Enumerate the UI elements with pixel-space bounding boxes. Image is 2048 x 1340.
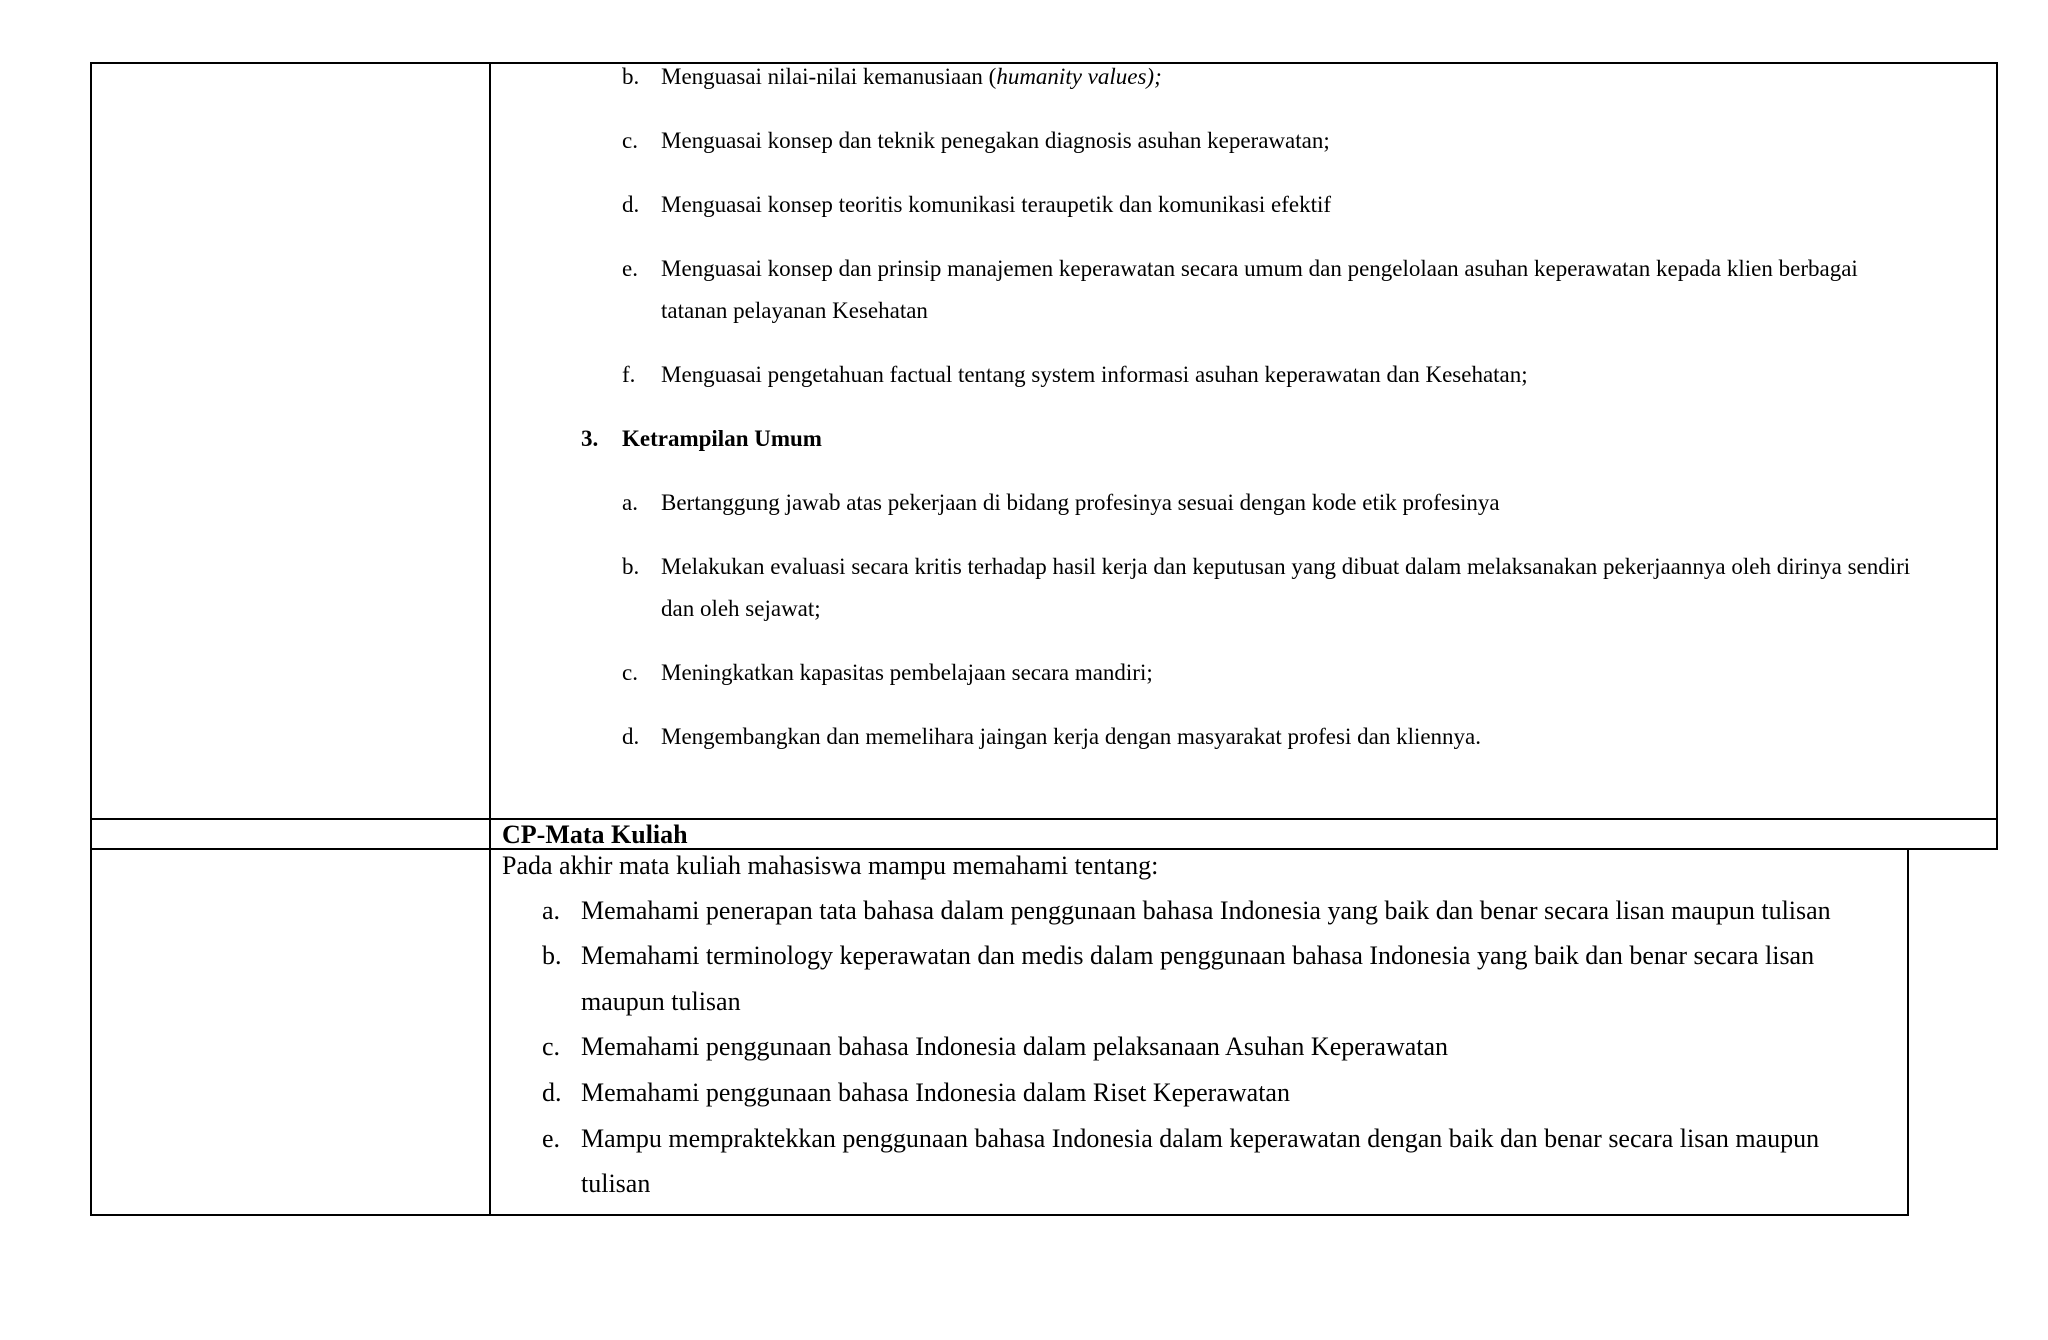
list-item-text-line-2: tulisan xyxy=(581,1169,651,1198)
list-item-text-line-1: Memahami terminology keperawatan dan medis dalam penggunaan bahasa Indonesia yang baik dan benar secara lisan xyxy=(581,941,1815,970)
list-item-label: f. xyxy=(622,362,636,387)
list-item-text: Memahami penggunaan bahasa Indonesia dalam pelaksanaan Asuhan Keperawatan xyxy=(581,1032,1449,1061)
table-bottom-left-cell xyxy=(90,848,491,1216)
list-item-text-italic: humanity values); xyxy=(996,64,1162,89)
list-item-label: b. xyxy=(622,554,640,579)
list-item-text: Meningkatkan kapasitas pembelajaan secara mandiri; xyxy=(661,660,1153,685)
list-item-label: d. xyxy=(622,192,640,217)
list-item-text-line-1: Menguasai konsep dan prinsip manajemen keperawatan secara umum dan pengelolaan asuhan keperawatan kepada klien berbagai xyxy=(661,256,1858,281)
list-item-label: a. xyxy=(622,490,638,515)
list-item-text: Bertanggung jawab atas pekerjaan di bidang profesinya sesuai dengan kode etik profesinya xyxy=(661,490,1500,515)
list-item-text-line-1: Mampu mempraktekkan penggunaan bahasa Indonesia dalam keperawatan dengan baik dan benar secara lisan maupun xyxy=(581,1124,1820,1153)
list-item-text: Menguasai konsep dan teknik penegakan diagnosis asuhan keperawatan; xyxy=(661,128,1330,153)
list-item-label: b. xyxy=(622,64,640,89)
list-item-text: Menguasai pengetahuan factual tentang system informasi asuhan keperawatan dan Kesehatan; xyxy=(661,362,1528,387)
list-item-text: Memahami penggunaan bahasa Indonesia dalam Riset Keperawatan xyxy=(581,1078,1290,1107)
list-item-label: d. xyxy=(622,724,640,749)
table-header-right-cell xyxy=(489,818,1998,850)
list-item-label: a. xyxy=(542,896,561,925)
list-item-text: Menguasai konsep teoritis komunikasi teraupetik dan komunikasi efektif xyxy=(661,192,1332,217)
list-item-label: e. xyxy=(622,256,638,281)
list-item-label: c. xyxy=(622,660,638,685)
section-heading-number: 3. xyxy=(581,426,599,451)
list-item-text-line-2: tatanan pelayanan Kesehatan xyxy=(661,298,928,323)
table-header-left-cell xyxy=(90,818,491,850)
section-heading-text: Ketrampilan Umum xyxy=(622,426,822,451)
list-item-text-line-2: dan oleh sejawat; xyxy=(661,596,821,621)
list-item-text xyxy=(661,64,1162,90)
bottom-section-intro: Pada akhir mata kuliah mahasiswa mampu memahami tentang: xyxy=(502,851,1159,880)
list-item-label: c. xyxy=(542,1032,561,1061)
cp-mata-kuliah-heading: CP-Mata Kuliah xyxy=(502,820,688,849)
list-item-text: Mengembangkan dan memelihara jaingan kerja dengan masyarakat profesi dan kliennya. xyxy=(661,724,1482,749)
list-item-text: Memahami penerapan tata bahasa dalam penggunaan bahasa Indonesia yang baik dan benar secara lisan maupun tulisan xyxy=(581,896,1831,925)
list-item-label: e. xyxy=(542,1124,561,1153)
list-item-label: b. xyxy=(542,941,562,970)
list-item-text-line-1: Melakukan evaluasi secara kritis terhadap hasil kerja dan keputusan yang dibuat dalam melaksanakan pekerjaannya oleh dirinya sendiri xyxy=(661,554,1911,579)
list-item-text-line-2: maupun tulisan xyxy=(581,987,741,1016)
list-item-text-regular: Menguasai nilai-nilai kemanusiaan ( xyxy=(661,64,997,89)
table-top-left-cell xyxy=(90,62,491,820)
list-item-label: c. xyxy=(622,128,638,153)
list-item-label: d. xyxy=(542,1078,562,1107)
